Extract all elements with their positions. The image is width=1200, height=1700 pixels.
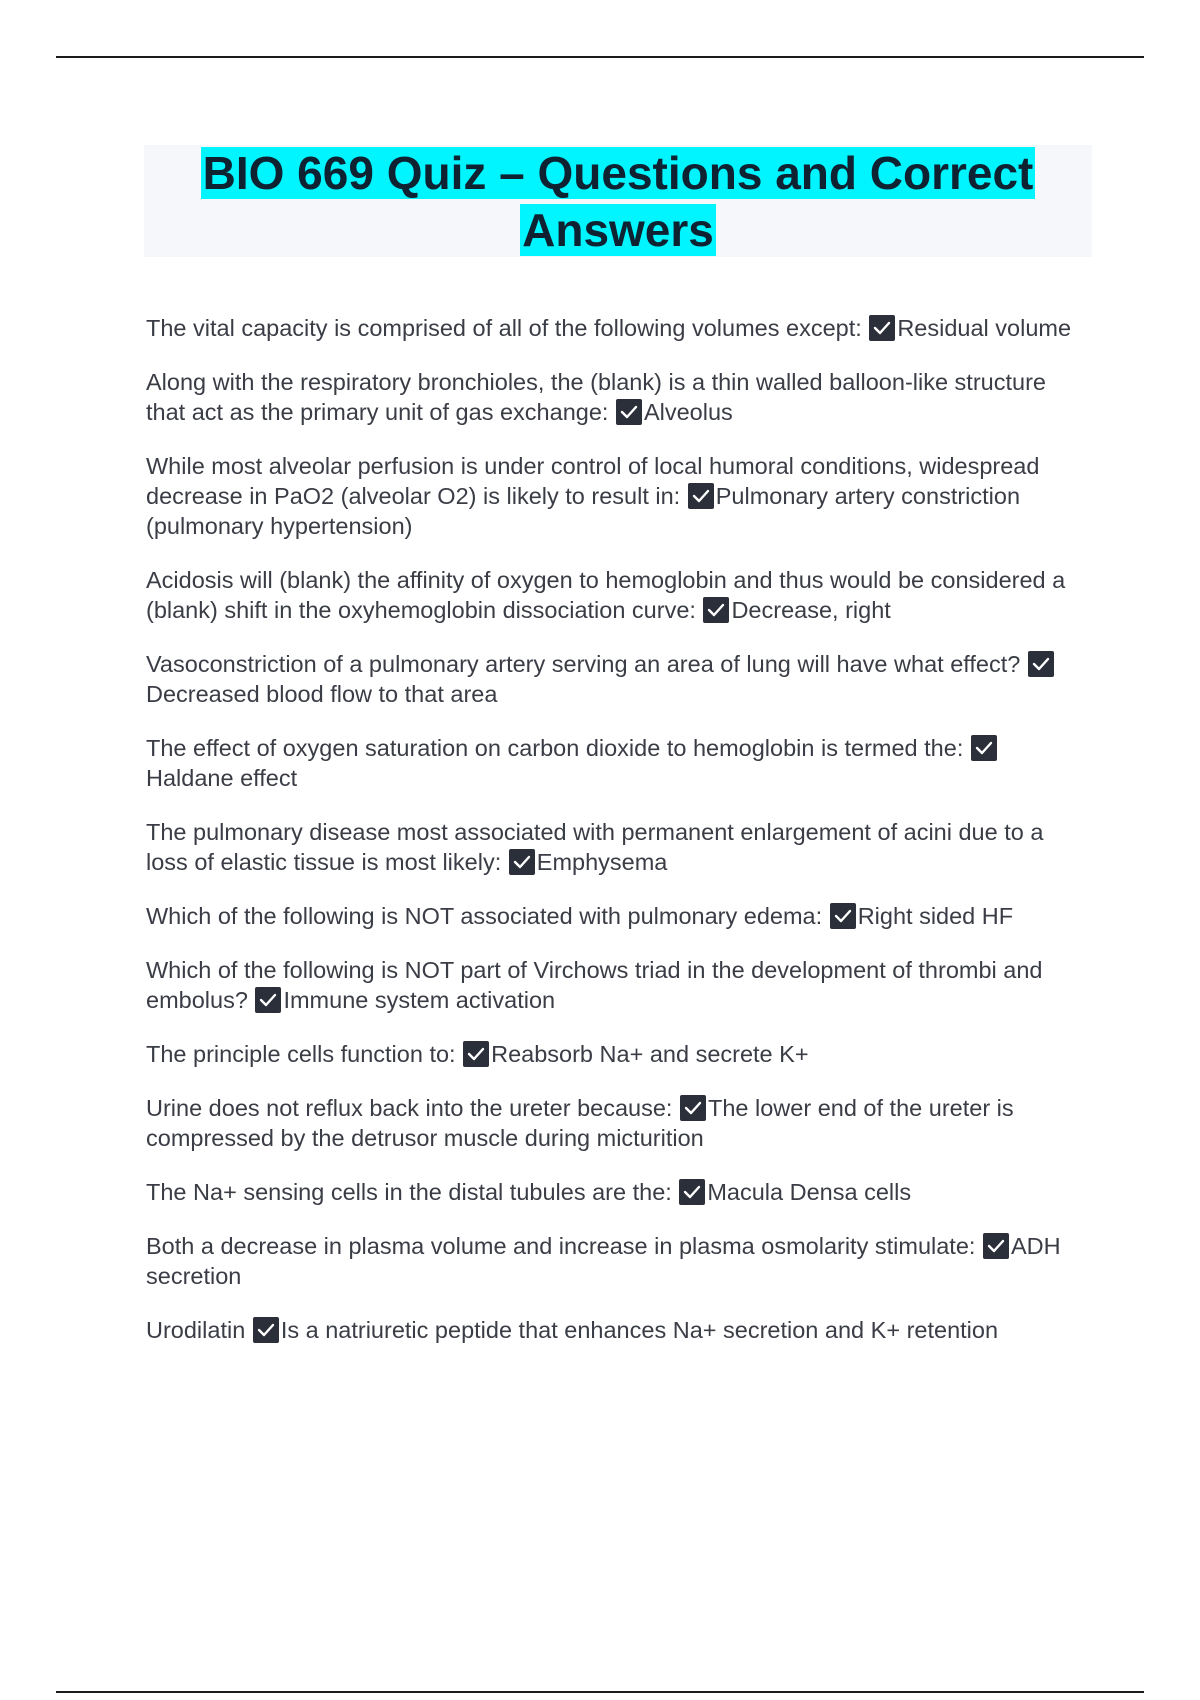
- checkbox-checked-icon: [983, 1233, 1009, 1259]
- document-title: BIO 669 Quiz – Questions and Correct Answers: [202, 147, 1034, 256]
- checkbox-checked-icon: [253, 1317, 279, 1343]
- checkbox-checked-icon: [688, 483, 714, 509]
- answer-text: The lower end of the ureter is compressed by the detrusor muscle during micturition: [146, 1095, 1014, 1151]
- question-text: The vital capacity is comprised of all of the following volumes except:: [146, 315, 862, 341]
- question-text: Vasoconstriction of a pulmonary artery serving an area of lung will have what effect?: [146, 651, 1021, 677]
- qa-item: [146, 313, 1086, 343]
- answer-text: Decreased blood flow to that area: [146, 681, 498, 707]
- question-text: Urine does not reflux back into the ureter because:: [146, 1095, 673, 1121]
- checkbox-checked-icon: [1028, 651, 1054, 677]
- checkbox-checked-icon: [616, 399, 642, 425]
- qa-item: [146, 1231, 1086, 1291]
- qa-list: [146, 313, 1086, 1369]
- question-text: While most alveolar perfusion is under control of local humoral conditions, widespread decrease in PaO2 (alveolar O2) is likely to result in:: [146, 453, 1040, 509]
- qa-item: [146, 1093, 1086, 1153]
- qa-item: [146, 451, 1086, 541]
- qa-item: [146, 1039, 1086, 1069]
- question-text: The pulmonary disease most associated with permanent enlargement of acini due to a loss of elastic tissue is most likely:: [146, 819, 1044, 875]
- answer-text: Reabsorb Na+ and secrete K+: [491, 1041, 809, 1067]
- qa-item: [146, 1315, 1086, 1345]
- qa-item: [146, 565, 1086, 625]
- question-text: Along with the respiratory bronchioles, the (blank) is a thin walled balloon-like structure that act as the primary unit of gas exchange:: [146, 369, 1046, 425]
- answer-text: Right sided HF: [857, 903, 1014, 929]
- answer-text: Decrease, right: [731, 597, 891, 623]
- answer-text: Residual volume: [897, 315, 1072, 341]
- checkbox-checked-icon: [679, 1179, 705, 1205]
- checkbox-checked-icon: [830, 903, 856, 929]
- checkbox-checked-icon: [971, 735, 997, 761]
- checkbox-checked-icon: [869, 315, 895, 341]
- qa-item: [146, 649, 1086, 709]
- answer-text: Haldane effect: [146, 765, 298, 791]
- question-text: Which of the following is NOT part of Virchows triad in the development of thrombi and embolus?: [146, 957, 1043, 1013]
- question-text: The principle cells function to:: [146, 1041, 456, 1067]
- bottom-rule: [56, 1691, 1144, 1693]
- question-text: Urodilatin: [146, 1317, 246, 1343]
- qa-item: [146, 733, 1086, 793]
- question-text: Both a decrease in plasma volume and increase in plasma osmolarity stimulate:: [146, 1233, 976, 1259]
- checkbox-checked-icon: [255, 987, 281, 1013]
- answer-text: Immune system activation: [283, 987, 556, 1013]
- title-box: [144, 145, 1092, 257]
- answer-text: Emphysema: [536, 849, 668, 875]
- answer-text: Alveolus: [643, 399, 733, 425]
- question-text: Acidosis will (blank) the affinity of oxygen to hemoglobin and thus would be considered a (blank) shift in the oxyhemoglobin dissociation curve:: [146, 567, 1066, 623]
- checkbox-checked-icon: [463, 1041, 489, 1067]
- qa-item: [146, 367, 1086, 427]
- answer-text: Pulmonary artery constriction (pulmonary hypertension): [146, 483, 1021, 539]
- answer-text: ADH secretion: [146, 1233, 1061, 1289]
- question-text: Which of the following is NOT associated with pulmonary edema:: [146, 903, 823, 929]
- checkbox-checked-icon: [509, 849, 535, 875]
- checkbox-checked-icon: [680, 1095, 706, 1121]
- answer-text: Is a natriuretic peptide that enhances Na+ secretion and K+ retention: [280, 1317, 999, 1343]
- top-rule: [56, 56, 1144, 58]
- qa-item: [146, 955, 1086, 1015]
- qa-item: [146, 901, 1086, 931]
- qa-item: [146, 1177, 1086, 1207]
- question-text: The effect of oxygen saturation on carbon dioxide to hemoglobin is termed the:: [146, 735, 964, 761]
- answer-text: Macula Densa cells: [707, 1179, 912, 1205]
- qa-item: [146, 817, 1086, 877]
- question-text: The Na+ sensing cells in the distal tubules are the:: [146, 1179, 672, 1205]
- checkbox-checked-icon: [703, 597, 729, 623]
